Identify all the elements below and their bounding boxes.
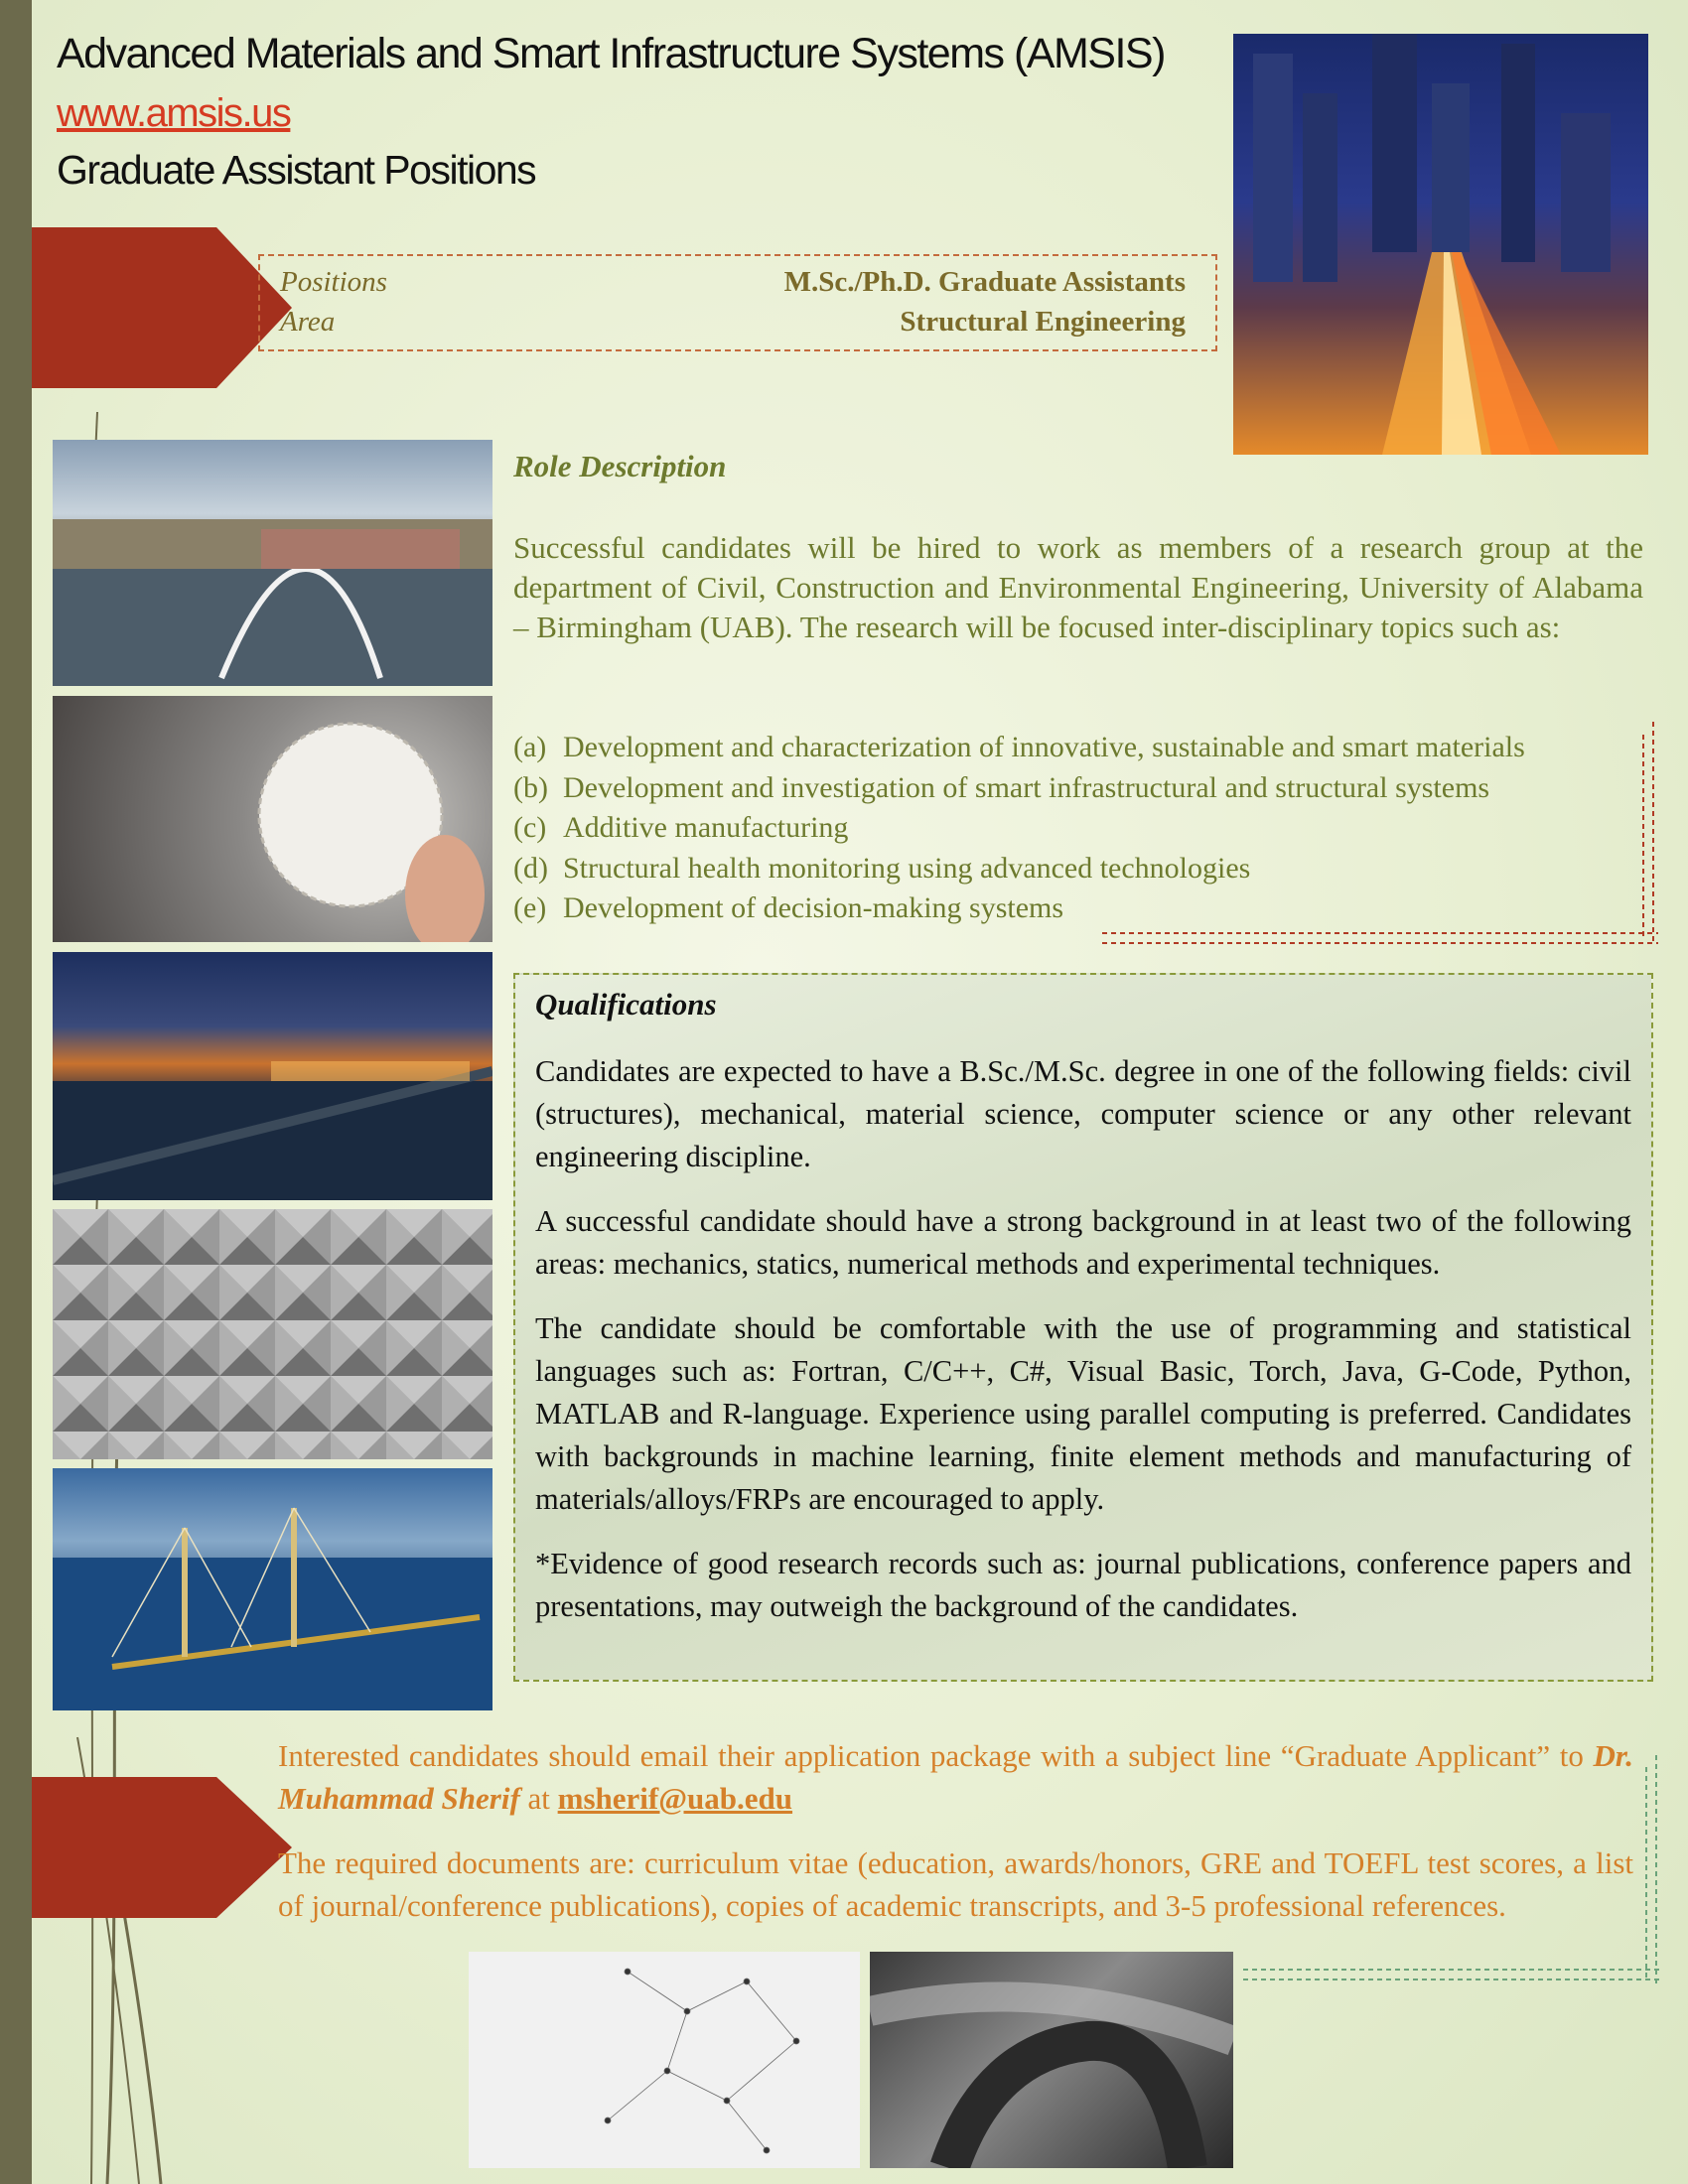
list-item: (e) Development of decision-making systems xyxy=(513,891,1064,924)
left-sidebar-bar xyxy=(0,0,32,2184)
application-section xyxy=(278,1734,1633,1949)
qualification-paragraph-evidence: *Evidence of good research records such as: journal publications, conference papers and presentations, may outweigh the background of the candidates. xyxy=(535,1547,1631,1623)
qualifications-heading: Qualifications xyxy=(535,987,717,1022)
area-value: Structural Engineering xyxy=(900,306,1186,338)
lattice-sphere-image xyxy=(53,696,492,942)
cable-stayed-bridge-image xyxy=(53,1468,492,1710)
role-description-text: Successful candidates will be hired to work as members of a research group at the department of Civil, Construction and Environmental Engineering, University of Alabama – Birmingham (UAB). The research will be focused inter-disciplinary topics such as: xyxy=(513,530,1643,644)
positions-box xyxy=(258,254,1217,351)
email-link[interactable]: msherif@uab.edu xyxy=(557,1781,793,1816)
qualification-paragraph-background: A successful candidate should have a strong background in at least two of the following areas: mechanics, statics, numerical methods and experimental techniques. xyxy=(535,1204,1631,1281)
night-bridge-image xyxy=(53,952,492,1200)
required-documents: The required documents are: curriculum vitae (education, awards/honors, GRE and TOEFL test scores, a list of journal/conference publications), copies of academic transcripts, and 3-5 professional references. xyxy=(278,1845,1633,1923)
city-light-trails-image xyxy=(1233,34,1648,455)
qualification-paragraph-programming: The candidate should be comfortable with the use of programming and statistical languages such as: Fortran, C/C++, C#, Visual Basic, Torch, Java, G-Code, Python, MATLAB and R-language. Experience using parallel computing is preferred. Candidates with backgrounds in machine learning, finite element methods and manufacturing of materials/alloys/FRPs are encouraged to apply. xyxy=(535,1311,1631,1516)
research-topics-list xyxy=(513,728,1665,929)
page-title: Advanced Materials and Smart Infrastructure Systems (AMSIS) xyxy=(57,30,1165,77)
positions-label: Positions xyxy=(280,266,387,298)
qualification-paragraph-degree: Candidates are expected to have a B.Sc./M.Sc. degree in one of the following fields: civil (structures), mechanical, material science, computer science or any other relevant engineering discipline. xyxy=(535,1054,1631,1173)
application-instructions: Interested candidates should email their application package with a subject line “Graduate Applicant” to Dr. Muhammad Sherif at msherif@uab.edu xyxy=(278,1738,1633,1816)
website-link[interactable]: www.amsis.us xyxy=(57,91,291,135)
area-label: Area xyxy=(280,306,336,338)
contact-name: Dr. Muhammad Sherif xyxy=(278,1738,1633,1816)
qualifications-box xyxy=(513,973,1653,1682)
network-graph-image xyxy=(469,1952,860,2168)
red-arrow-marker xyxy=(32,227,292,388)
geometric-tiles-image xyxy=(53,1209,492,1459)
role-description-heading: Role Description xyxy=(513,449,727,483)
page-subtitle: Graduate Assistant Positions xyxy=(57,147,536,193)
list-item: (a) Development and characterization of innovative, sustainable and smart materials xyxy=(513,731,1525,763)
positions-value: M.Sc./Ph.D. Graduate Assistants xyxy=(783,266,1186,298)
printed-material-image xyxy=(870,1952,1233,2168)
red-arrow-marker xyxy=(32,1777,292,1918)
list-item: (c) Additive manufacturing xyxy=(513,811,849,844)
list-item: (d) Structural health monitoring using advanced technologies xyxy=(513,851,1251,885)
arch-bridge-image xyxy=(53,440,492,686)
list-item: (b) Development and investigation of smart infrastructural and structural systems xyxy=(513,770,1490,804)
